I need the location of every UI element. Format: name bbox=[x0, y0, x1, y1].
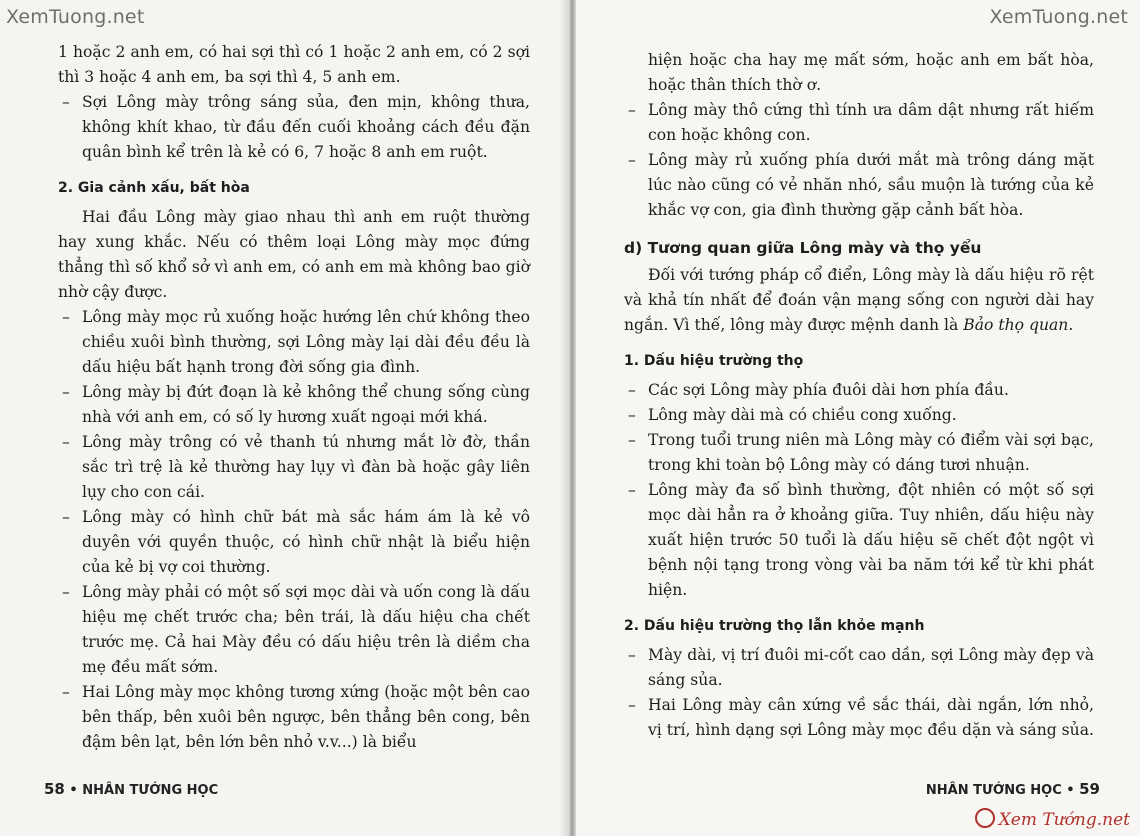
list-item-text: Lông mày rủ xuống phía dưới mắt mà trông dáng mặt lúc nào cũng có vẻ nhăn nhó, sầu muộn là tướng của kẻ khắc vợ con, gia đình thường gặp cảnh bất hòa. bbox=[648, 151, 1094, 219]
running-title: NHÂN TƯỚNG HỌC bbox=[82, 783, 219, 798]
list-item-text: Lông mày phải có một số sợi mọc dài và uốn cong là dấu hiệu mẹ chết trước cha; bên trái, là dấu hiệu cha chết trước mẹ. Cả hai Mày đều có dấu hiệu trên là diềm cha mẹ đều mất sớm. bbox=[82, 583, 530, 676]
right-page-footer bbox=[926, 780, 1100, 798]
page-number: 59 bbox=[1079, 780, 1100, 798]
list-item-text: Lông mày có hình chữ bát mà sắc hám ám là kẻ vô duyên với quyền thuộc, có hình chữ nhật là biểu hiện của kẻ bị vợ coi thường. bbox=[82, 508, 530, 576]
dash-bullet: – bbox=[628, 151, 636, 169]
dash-bullet: – bbox=[62, 308, 70, 326]
list-item-text: Hai Lông mày mọc không tương xứng (hoặc một bên cao bên thấp, bên xuôi bên ngược, bên thẳng bên cong, bên đậm bên lạt, bên lớn bên nhỏ v.v...) là biểu bbox=[82, 683, 530, 751]
left-page-content bbox=[58, 40, 530, 755]
paragraph bbox=[624, 263, 1094, 338]
list-item bbox=[624, 148, 1094, 223]
running-title: NHÂN TƯỚNG HỌC bbox=[925, 783, 1062, 798]
list-item-text: Trong tuổi trung niên mà Lông mày có điểm vài sợi bạc, trong khi toàn bộ Lông mày có dáng tươi nhuận. bbox=[648, 431, 1094, 474]
list-item bbox=[624, 403, 1094, 428]
list-item-text: Các sợi Lông mày phía đuôi dài hơn phía đầu. bbox=[648, 381, 1009, 399]
list-item-text: Lông mày bị đứt đoạn là kẻ không thể chung sống cùng nhà với anh em, có số ly hương xuất ngoại mới khá. bbox=[82, 383, 530, 426]
list-item-text: Lông mày đa số bình thường, đột nhiên có một số sợi mọc dài hẳn ra ở khoảng giữa. Tuy nhiên, dấu hiệu này xuất hiện trước 50 tuổi là dấu hiệu sẽ chết đột ngột vì bệnh nội tạng trong vòng vài ba năm tới kể từ khi phát hiện. bbox=[648, 481, 1094, 599]
list-item bbox=[58, 580, 530, 680]
continued-text: hiện hoặc cha hay mẹ mất sớm, hoặc anh em bất hòa, hoặc thân thích thờ ơ. bbox=[648, 51, 1094, 94]
list-item bbox=[58, 380, 530, 430]
list-item-text: Sợi Lông mày trông sáng sủa, đen mịn, không thưa, không khít khao, từ đầu đến cuối khoảng cách đều đặn quân bình kể trên là kẻ có 6, 7 hoặc 8 anh em ruột. bbox=[82, 93, 530, 161]
footer-dot: • bbox=[1066, 783, 1080, 798]
right-page bbox=[576, 0, 1140, 836]
list-item bbox=[624, 98, 1094, 148]
paragraph-text-end: . bbox=[1068, 316, 1074, 334]
section-heading: 2. Gia cảnh xấu, bất hòa bbox=[58, 180, 250, 196]
list-item bbox=[624, 693, 1094, 743]
logo-text: Xem Tướng.net bbox=[998, 810, 1130, 830]
dash-bullet: – bbox=[62, 433, 70, 451]
list-item bbox=[624, 643, 1094, 693]
list-item-text: Mày dài, vị trí đuôi mi-cốt cao dần, sợi Lông mày đẹp và sáng sủa. bbox=[648, 646, 1094, 689]
list-item bbox=[58, 505, 530, 580]
subsection-heading: 2. Dấu hiệu trường thọ lẫn khỏe mạnh bbox=[624, 618, 925, 634]
dash-bullet: – bbox=[628, 101, 636, 119]
left-page-footer bbox=[44, 780, 218, 798]
footer-dot: • bbox=[69, 783, 83, 798]
list-item bbox=[624, 378, 1094, 403]
list-item bbox=[624, 428, 1094, 478]
list-item bbox=[58, 90, 530, 165]
paragraph-text: Đối với tướng pháp cổ điển, Lông mày là dấu hiệu rõ rệt và khả tín nhất để đoán vận mạng sống con người dài hay ngắn. Vì thế, lông mày được mệnh danh là bbox=[624, 266, 1094, 334]
emphasis-text: Bảo thọ quan bbox=[963, 316, 1069, 334]
dash-bullet: – bbox=[62, 583, 70, 601]
dash-bullet: – bbox=[628, 381, 636, 399]
list-item-text: Lông mày dài mà có chiều cong xuống. bbox=[648, 406, 957, 424]
dash-bullet: – bbox=[62, 683, 70, 701]
left-page bbox=[0, 0, 566, 836]
list-item bbox=[624, 478, 1094, 603]
right-page-content bbox=[624, 48, 1094, 743]
page-number: 58 bbox=[44, 780, 65, 798]
watermark-right: XemTuong.net bbox=[989, 6, 1128, 28]
list-item-text: Lông mày thô cứng thì tính ưa dâm dật nhưng rất hiếm con hoặc không con. bbox=[648, 101, 1094, 144]
continued-text: 1 hoặc 2 anh em, có hai sợi thì có 1 hoặc 2 anh em, có 2 sợi thì 3 hoặc 4 anh em, ba sợi thì 4, 5 anh em. bbox=[58, 43, 530, 86]
logo-icon bbox=[975, 808, 995, 828]
list-item-text: Lông mày mọc rủ xuống hoặc hướng lên chứ không theo chiều xuôi bình thường, sợi Lông mày lại dài đều đều là dấu hiệu bất hạnh trong đời sống gia đình. bbox=[82, 308, 530, 376]
watermark-left: XemTuong.net bbox=[6, 6, 145, 28]
dash-bullet: – bbox=[62, 383, 70, 401]
subsection-heading: 1. Dấu hiệu trường thọ bbox=[624, 353, 804, 369]
list-item-text: Lông mày trông có vẻ thanh tú nhưng mắt lờ đờ, thần sắc trì trệ là kẻ thường hay lụy vì đàn bà hoặc gây liên lụy cho con cái. bbox=[82, 433, 530, 501]
paragraph: Hai đầu Lông mày giao nhau thì anh em ruột thường hay xung khắc. Nếu có thêm loại Lông mày mọc đứng thẳng thì số khổ sở vì anh em, có anh em mà không bao giờ nhờ cậy được. bbox=[58, 208, 530, 301]
list-item bbox=[58, 305, 530, 380]
list-item-text: Hai Lông mày cân xứng về sắc thái, dài ngắn, lớn nhỏ, vị trí, hình dạng sợi Lông mày mọc đều dặn và sáng sủa. bbox=[648, 696, 1094, 739]
list-item bbox=[58, 430, 530, 505]
dash-bullet: – bbox=[628, 696, 636, 714]
site-logo bbox=[975, 808, 1130, 830]
dash-bullet: – bbox=[628, 431, 636, 449]
dash-bullet: – bbox=[62, 93, 70, 111]
dash-bullet: – bbox=[628, 481, 636, 499]
section-heading: d) Tương quan giữa Lông mày và thọ yểu bbox=[624, 239, 982, 257]
list-item bbox=[58, 680, 530, 755]
dash-bullet: – bbox=[628, 646, 636, 664]
dash-bullet: – bbox=[62, 508, 70, 526]
dash-bullet: – bbox=[628, 406, 636, 424]
